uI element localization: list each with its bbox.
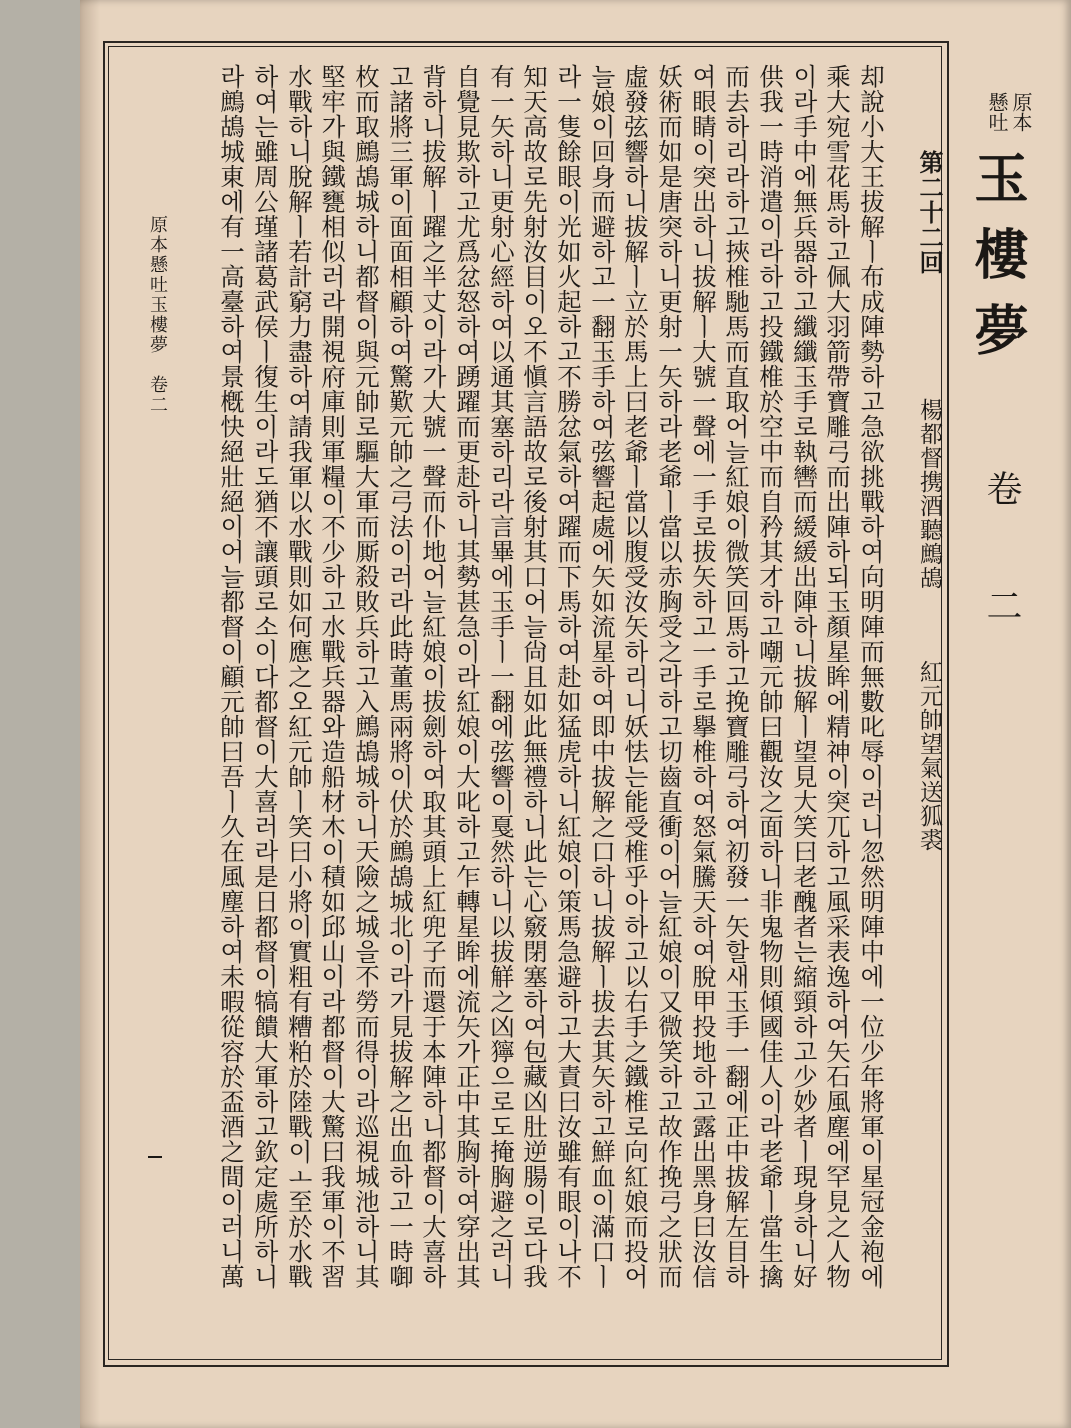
body-column: 背하니拔解ㅣ躍之半丈이라가大號一聲而仆地어늘紅娘이拔劍하여取其頭上紅兜子而還于本陣하니都督이大喜하 bbox=[419, 64, 448, 1289]
source-tag-left: 懸吐 bbox=[985, 92, 1009, 132]
body-column: 여眼睛이突出하니拔解ㅣ大號一聲에一手로拔矢하고一手로擧椎하여怒氣騰天하여脫甲投地하고露出黑身曰汝信 bbox=[689, 64, 718, 1289]
body-column: 라鷓鴣城東에有一高臺하여景槪快絕壯絕이어늘都督이顧元帥曰吾ㅣ久在風塵하여未暇從容於盃酒之間이러니萬 bbox=[217, 64, 246, 1289]
book-title: 玉樓夢 bbox=[966, 150, 1030, 378]
body-column: 고諸將三軍이面面相顧하여驚歎元帥之弓法이러라此時董馬兩將이伏於鷓鴣城北이라가見拔解之出血하고一時啣 bbox=[386, 64, 415, 1289]
source-tag-right: 原本 bbox=[1009, 92, 1033, 132]
body-column: 自覺見欺하고尤爲忿怒하여踴躍而更赴하니其勢甚急이라紅娘이大叱하고乍轉星眸에流矢가正中其胸하여穿出其 bbox=[453, 64, 482, 1289]
body-column: 乘大宛雪花馬하고佩大羽箭帶寶雕弓而出陣하되玉顏星眸에精神이突兀하고風采表逸하여矢石風塵에罕見之人物 bbox=[823, 64, 852, 1289]
body-column: 虛發弦響하니拔解ㅣ立於馬上曰老爺ㅣ當以腹受汝矢하리니妖怯는能受椎乎아하고以右手之鐵椎로向紅娘而投어 bbox=[621, 64, 650, 1289]
chapter-subtitle-1: 楊都督携酒聽鷓鴣 bbox=[916, 398, 942, 590]
body-column: 늘娘이回身而避하고一翻玉手하여弦響起處에矢如流星하여即中拔解之口하니拔解ㅣ拔去其矢하고鮮血이滿口ㅣ bbox=[588, 64, 617, 1289]
body-column: 有一矢하니更射心經하여以通其塞하리라言畢에玉手ㅣ一翻에弦響이戛然하니以拔觧之凶獰으로도掩胸避之러니 bbox=[487, 64, 516, 1289]
body-column: 堅牢가與鐵甕相似러라開視府庫則軍糧이不少하고水戰兵器와造船材木이積如邱山이라都督이大驚曰我軍이不習 bbox=[318, 64, 347, 1289]
body-column: 妖術而如是唐突하니更射一矢하라老爺ㅣ當以赤胸受之라하고切齒直衝이어늘紅娘이又微笑하고故作挽弓之狀而 bbox=[655, 64, 684, 1289]
body-column: 供我一時消遣이라하고投鐵椎於空中而自矜其才하고嘲元帥曰觀汝之面하니非鬼物則傾國佳人이라老爺ㅣ當生擒 bbox=[756, 64, 785, 1289]
body-column: 하여는雖周公瑾諸葛武侯ㅣ復生이라도猶不讓頭로소이다都督이大喜러라是日都督이犒饋大軍하고欽定處所하니 bbox=[251, 64, 280, 1289]
body-column: 知天高故로先射汝目이오不愼言語故로後射其口어늘尙且如此無禮하니此는心竅閉塞하여包藏凶肚逆腸이로다我 bbox=[520, 64, 549, 1289]
page-number-mark bbox=[148, 1156, 162, 1158]
body-column: 水戰하니脫解ㅣ若計窮力盡하여請我軍以水戰則如何應之오紅元帥ㅣ笑曰小將이實粗有糟粕於陸戰이ㅗ至於水戰 bbox=[285, 64, 314, 1289]
body-column: 라一隻餘眼이光如火起하고不勝忿氣하여躍而下馬하여赴如猛虎하니紅娘이策馬急避하고大責曰汝雖有眼이나不 bbox=[554, 64, 583, 1289]
body-column: 而去하리라하고挾椎馳馬而直取어늘紅娘이微笑回馬하고挽寶雕弓하여初發一矢할새玉手一翻에正中拔解左目하 bbox=[722, 64, 751, 1289]
chapter-subtitle-2: 紅元帥望氣送狐裘 bbox=[916, 660, 942, 852]
body-column: 却說小大王拔解ㅣ布成陣勢하고急欲挑戰하여向明陣而無數叱辱이러니忽然明陣中에一位少年將軍이星冠金袍에 bbox=[857, 64, 886, 1289]
body-column: 이라手中에無兵器하고纖纖玉手로執轡而緩緩出陣하니拔解ㅣ望見大笑曰老醜者는縮頸하고少妙者ㅣ現身하니好 bbox=[790, 64, 819, 1289]
page-gutter-shadow bbox=[80, 0, 100, 1428]
volume-label: 卷 二 bbox=[981, 470, 1022, 643]
body-column: 枚而取鷓鴣城하니都督이與元帥로驅大軍而厮殺敗兵하고入鷓鴣城하니天險之城을不勞而得이라巡視城池하니其 bbox=[352, 64, 381, 1289]
chapter-number: 第二十二回 bbox=[915, 150, 944, 275]
margin-running-title: 原本懸吐玉樓夢 卷二 bbox=[147, 215, 168, 415]
